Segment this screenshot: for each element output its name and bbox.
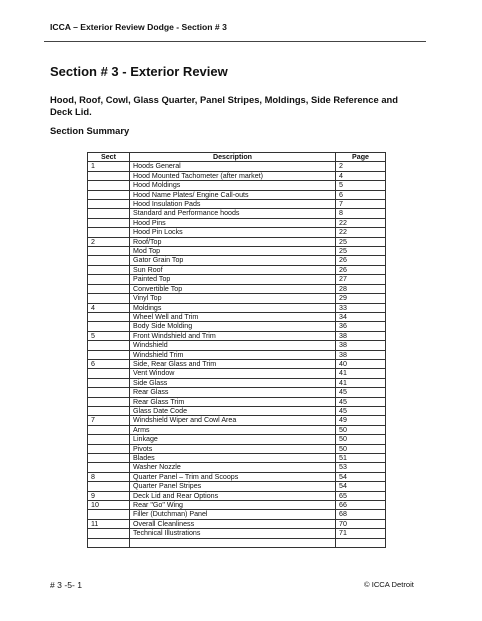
table-row — [88, 312, 386, 321]
cell-page: 41 — [336, 378, 386, 387]
cell-page: 50 — [336, 444, 386, 453]
cell-description: Pivots — [130, 444, 336, 453]
table-row — [88, 444, 386, 453]
cell-page: 40 — [336, 359, 386, 368]
cell-description: Glass Date Code — [130, 406, 336, 415]
table-row — [88, 359, 386, 368]
cell-description: Roof/Top — [130, 237, 336, 246]
cell-description — [130, 538, 336, 547]
cell-page: 50 — [336, 435, 386, 444]
cell-page: 4 — [336, 171, 386, 180]
cell-page: 65 — [336, 491, 386, 500]
cell-page: 34 — [336, 312, 386, 321]
header-rule — [44, 41, 426, 42]
cell-sect — [88, 322, 130, 331]
cell-sect — [88, 190, 130, 199]
table-row — [88, 247, 386, 256]
page-header: ICCA – Exterior Review Dodge - Section # 3 — [50, 22, 227, 32]
cell-description: Deck Lid and Rear Options — [130, 491, 336, 500]
cell-page: 45 — [336, 406, 386, 415]
cell-page: 2 — [336, 162, 386, 171]
cell-description: Rear Glass — [130, 388, 336, 397]
cell-page: 5 — [336, 181, 386, 190]
cell-description: Hoods General — [130, 162, 336, 171]
summary-heading: Section Summary — [50, 125, 130, 136]
cell-sect: 10 — [88, 501, 130, 510]
cell-description: Side, Rear Glass and Trim — [130, 359, 336, 368]
cell-page: 45 — [336, 388, 386, 397]
cell-page: 38 — [336, 331, 386, 340]
table-row — [88, 369, 386, 378]
cell-sect — [88, 256, 130, 265]
table-row — [88, 350, 386, 359]
cell-page: 22 — [336, 218, 386, 227]
table-row — [88, 378, 386, 387]
cell-sect — [88, 510, 130, 519]
cell-sect: 8 — [88, 472, 130, 481]
cell-sect — [88, 200, 130, 209]
cell-description: Hood Name Plates/ Engine Call-outs — [130, 190, 336, 199]
cell-page: 6 — [336, 190, 386, 199]
cell-sect — [88, 247, 130, 256]
table-body — [88, 162, 386, 548]
table-row — [88, 425, 386, 434]
cell-page: 29 — [336, 294, 386, 303]
cell-description: Hood Insulation Pads — [130, 200, 336, 209]
table-row — [88, 265, 386, 274]
cell-page: 41 — [336, 369, 386, 378]
cell-description: Painted Top — [130, 275, 336, 284]
table-row — [88, 463, 386, 472]
cell-sect — [88, 171, 130, 180]
table-header-row — [88, 153, 386, 162]
cell-sect — [88, 341, 130, 350]
table-row — [88, 303, 386, 312]
cell-sect — [88, 538, 130, 547]
cell-description: Moldings — [130, 303, 336, 312]
cell-sect — [88, 397, 130, 406]
table-row — [88, 388, 386, 397]
cell-description: Wheel Well and Trim — [130, 312, 336, 321]
cell-sect — [88, 181, 130, 190]
cell-description: Mod Top — [130, 247, 336, 256]
table-row — [88, 406, 386, 415]
cell-page: 53 — [336, 463, 386, 472]
cell-page: 66 — [336, 501, 386, 510]
cell-page: 36 — [336, 322, 386, 331]
table-row — [88, 501, 386, 510]
cell-page: 71 — [336, 529, 386, 538]
cell-description: Filler (Dutchman) Panel — [130, 510, 336, 519]
cell-page: 8 — [336, 209, 386, 218]
cell-description: Body Side Molding — [130, 322, 336, 331]
cell-description: Windshield Trim — [130, 350, 336, 359]
cell-description: Hood Mounted Tachometer (after market) — [130, 171, 336, 180]
table-row — [88, 519, 386, 528]
cell-page: 51 — [336, 454, 386, 463]
table-row — [88, 237, 386, 246]
cell-description: Blades — [130, 454, 336, 463]
table-row — [88, 472, 386, 481]
cell-sect — [88, 350, 130, 359]
cell-sect — [88, 209, 130, 218]
cell-page: 28 — [336, 284, 386, 293]
table-row — [88, 341, 386, 350]
cell-page: 25 — [336, 237, 386, 246]
cell-description: Hood Pins — [130, 218, 336, 227]
table-row — [88, 322, 386, 331]
table-row — [88, 294, 386, 303]
cell-sect — [88, 294, 130, 303]
cell-description: Quarter Panel – Trim and Scoops — [130, 472, 336, 481]
cell-sect — [88, 228, 130, 237]
cell-description: Linkage — [130, 435, 336, 444]
cell-page: 27 — [336, 275, 386, 284]
cell-description: Vent Window — [130, 369, 336, 378]
cell-sect: 7 — [88, 416, 130, 425]
cell-description: Quarter Panel Stripes — [130, 482, 336, 491]
cell-page: 54 — [336, 472, 386, 481]
table-row — [88, 218, 386, 227]
table-row — [88, 171, 386, 180]
cell-page: 33 — [336, 303, 386, 312]
table-row — [88, 200, 386, 209]
table-row — [88, 331, 386, 340]
cell-page: 68 — [336, 510, 386, 519]
cell-sect — [88, 369, 130, 378]
table-row — [88, 256, 386, 265]
cell-description: Vinyl Top — [130, 294, 336, 303]
cell-description: Washer Nozzle — [130, 463, 336, 472]
cell-sect: 9 — [88, 491, 130, 500]
cell-sect — [88, 444, 130, 453]
cell-sect — [88, 425, 130, 434]
cell-description: Hood Moldings — [130, 181, 336, 190]
cell-sect: 1 — [88, 162, 130, 171]
cell-sect — [88, 265, 130, 274]
cell-sect — [88, 284, 130, 293]
cell-sect — [88, 312, 130, 321]
cell-sect — [88, 218, 130, 227]
cell-page: 38 — [336, 350, 386, 359]
cell-page: 50 — [336, 425, 386, 434]
cell-page: 26 — [336, 265, 386, 274]
cell-sect — [88, 482, 130, 491]
table-row — [88, 454, 386, 463]
cell-description: Rear Glass Trim — [130, 397, 336, 406]
cell-sect: 2 — [88, 237, 130, 246]
cell-sect — [88, 463, 130, 472]
cell-page: 26 — [336, 256, 386, 265]
cell-sect — [88, 406, 130, 415]
cell-sect — [88, 435, 130, 444]
table-row — [88, 510, 386, 519]
table-row — [88, 275, 386, 284]
table-row — [88, 538, 386, 547]
cell-description: Convertible Top — [130, 284, 336, 293]
cell-sect — [88, 275, 130, 284]
cell-description: Front Windshield and Trim — [130, 331, 336, 340]
cell-page: 25 — [336, 247, 386, 256]
cell-description: Windshield — [130, 341, 336, 350]
table-row — [88, 284, 386, 293]
cell-page: 22 — [336, 228, 386, 237]
cell-page: 70 — [336, 519, 386, 528]
section-title: Section # 3 - Exterior Review — [50, 64, 228, 79]
cell-sect — [88, 454, 130, 463]
table-row — [88, 162, 386, 171]
cell-description: Technical Illustrations — [130, 529, 336, 538]
table-row — [88, 181, 386, 190]
table-row — [88, 482, 386, 491]
column-header-page: Page — [336, 153, 386, 162]
cell-sect — [88, 388, 130, 397]
table-row — [88, 209, 386, 218]
cell-description: Arms — [130, 425, 336, 434]
cell-sect — [88, 529, 130, 538]
cell-description: Overall Cleanliness — [130, 519, 336, 528]
table-row — [88, 491, 386, 500]
table-row — [88, 190, 386, 199]
table-row — [88, 416, 386, 425]
cell-description: Standard and Performance hoods — [130, 209, 336, 218]
cell-page: 38 — [336, 341, 386, 350]
table-row — [88, 397, 386, 406]
cell-sect: 11 — [88, 519, 130, 528]
cell-page: 45 — [336, 397, 386, 406]
cell-description: Gator Grain Top — [130, 256, 336, 265]
table-row — [88, 529, 386, 538]
cell-sect: 6 — [88, 359, 130, 368]
column-header-sect: Sect — [88, 153, 130, 162]
cell-page: 54 — [336, 482, 386, 491]
section-summary-table — [87, 152, 386, 548]
cell-description: Sun Roof — [130, 265, 336, 274]
cell-sect: 4 — [88, 303, 130, 312]
cell-sect: 5 — [88, 331, 130, 340]
column-header-description: Description — [130, 153, 336, 162]
cell-description: Side Glass — [130, 378, 336, 387]
page-number: # 3 -5- 1 — [50, 580, 83, 590]
table-row — [88, 228, 386, 237]
cell-description: Hood Pin Locks — [130, 228, 336, 237]
copyright: © ICCA Detroit — [364, 580, 414, 589]
table-row — [88, 435, 386, 444]
cell-sect — [88, 378, 130, 387]
cell-description: Windshield Wiper and Cowl Area — [130, 416, 336, 425]
cell-page: 49 — [336, 416, 386, 425]
cell-description: Rear "Go" Wing — [130, 501, 336, 510]
cell-page — [336, 538, 386, 547]
cell-page: 7 — [336, 200, 386, 209]
section-subtitle: Hood, Roof, Cowl, Glass Quarter, Panel Stripes, Moldings, Side Reference and Deck Lid. — [50, 94, 398, 117]
